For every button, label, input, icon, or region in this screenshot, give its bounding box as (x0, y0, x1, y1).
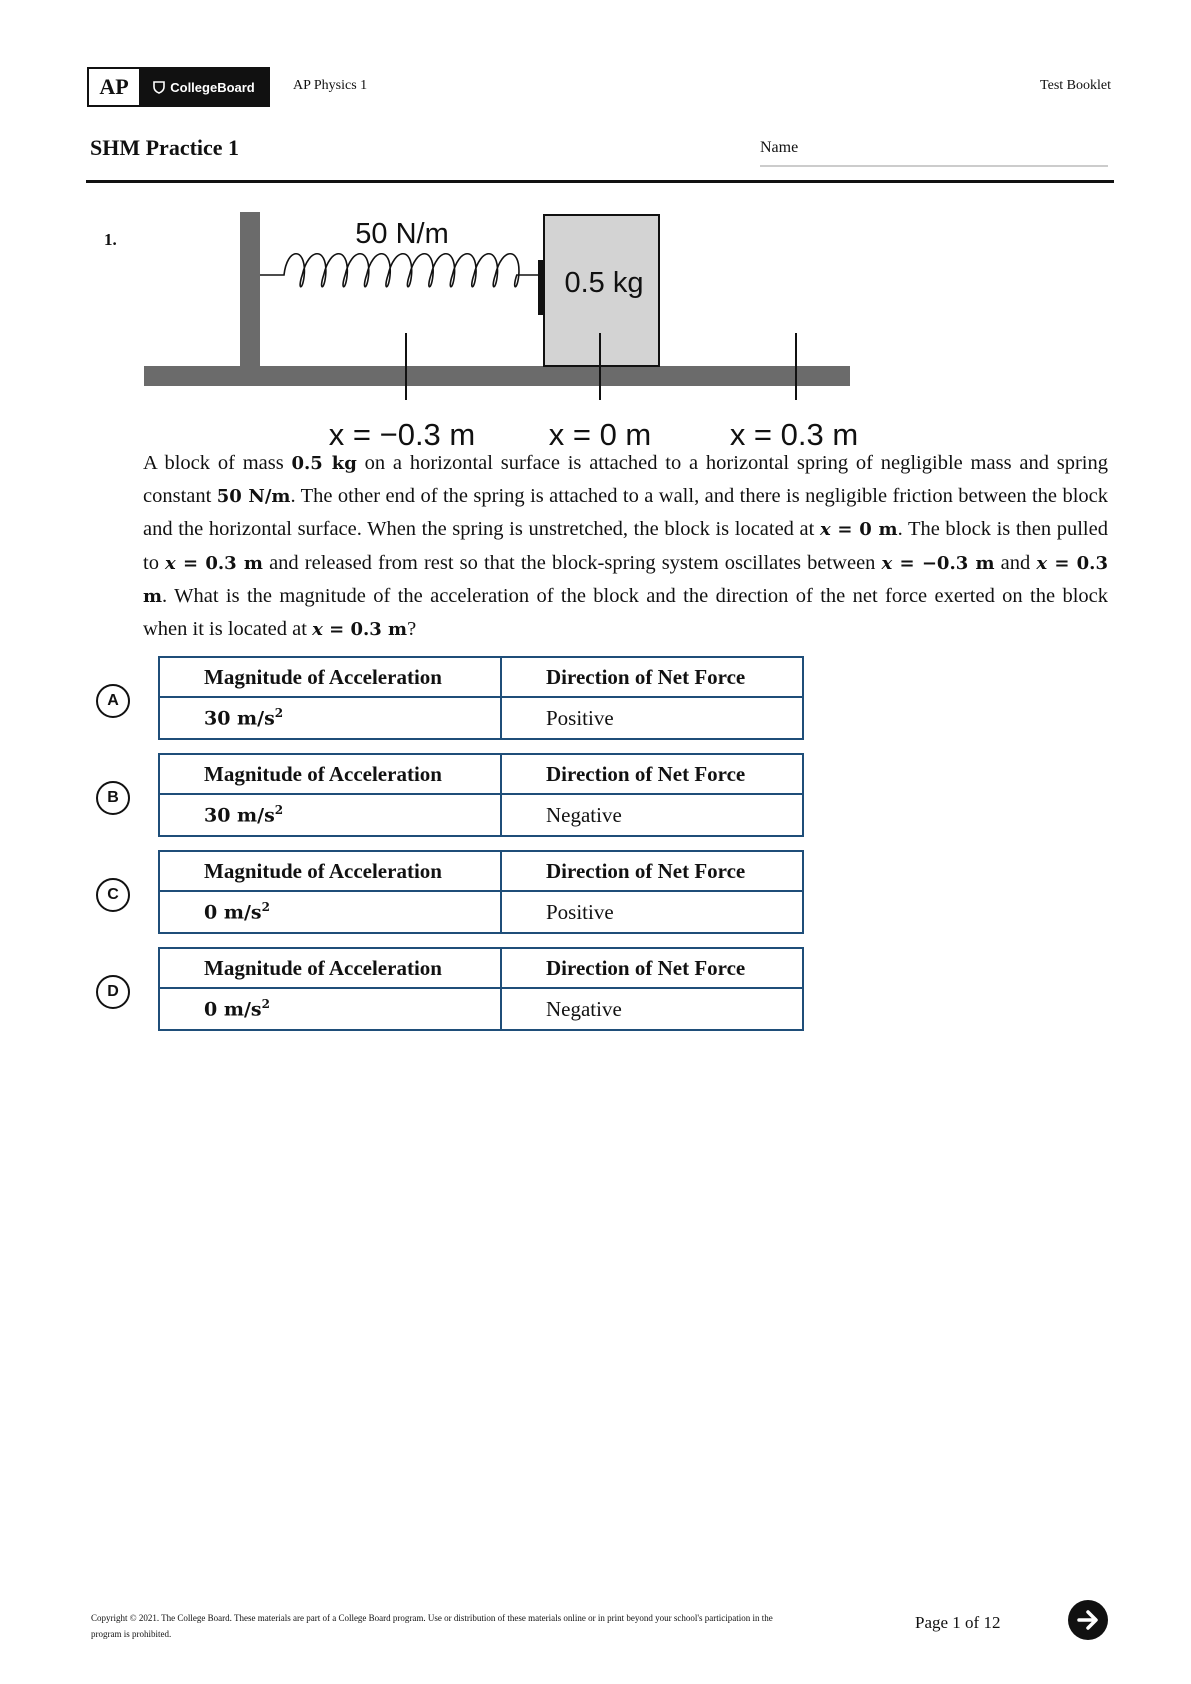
question-number: 1. (104, 230, 117, 249)
choice-bubble-c[interactable]: C (96, 878, 130, 912)
name-field-line[interactable] (760, 165, 1108, 167)
col-header-direction: Direction of Net Force (501, 754, 803, 794)
course-name: AP Physics 1 (293, 78, 368, 93)
position-label-plus: x = 0.3 m (729, 417, 859, 452)
spring (260, 254, 538, 287)
spring-constant-label: 50 N/m (355, 218, 449, 250)
position-label-zero: x = 0 m (548, 417, 652, 452)
answer-option-b[interactable] (96, 753, 806, 851)
answer-option-d[interactable] (96, 947, 806, 1045)
shield-icon (152, 80, 166, 94)
acceleration-value: 0 $m/s^2$ (159, 891, 501, 933)
copyright-notice: Copyright © 2021. The College Board. These materials are part of a College Board program. Use or distribution of these materials online or in print beyond your school's participation in the program is prohibited. (91, 1613, 773, 1639)
arrow-right-icon (1075, 1607, 1101, 1633)
option-table (158, 753, 804, 837)
mass-value: 0.5 kg (291, 453, 357, 474)
col-header-direction: Direction of Net Force (501, 657, 803, 697)
col-header-direction: Direction of Net Force (501, 851, 803, 891)
college-board-logo (139, 69, 268, 105)
direction-value: Positive (501, 891, 803, 933)
direction-value: Negative (501, 988, 803, 1030)
answer-option-a[interactable] (96, 656, 806, 754)
direction-value: Negative (501, 794, 803, 836)
college-board-logo-text: CollegeBoard (170, 79, 255, 95)
attachment-plate (538, 260, 543, 315)
choice-bubble-d[interactable]: D (96, 975, 130, 1009)
position-label-minus: x = −0.3 m (328, 417, 476, 452)
choice-bubble-a[interactable]: A (96, 684, 130, 718)
acceleration-value: 30 $m/s^2$ (159, 697, 501, 739)
acceleration-value: 0 $m/s^2$ (159, 988, 501, 1030)
col-header-acceleration: Magnitude of Acceleration (159, 851, 501, 891)
next-page-button[interactable] (1068, 1600, 1108, 1640)
wall (240, 212, 260, 370)
page-number: Page 1 of 12 (915, 1613, 1001, 1632)
option-table (158, 850, 804, 934)
direction-value: Positive (501, 697, 803, 739)
booklet-label: Test Booklet (1040, 78, 1111, 93)
spring-block-diagram (140, 205, 880, 455)
question-text: A block of mass 0.5 kg on a horizontal surface is attached to a horizontal spring of negligible mass and spring constant 50 N/m. The other end of the spring is attached to a wall, and there is negligible friction between the block and the horizontal surface. When the spring is unstretched, the block is located at x = 0 m. The block is then pulled to x = 0.3 m and released from rest so that the block-spring system oscillates between x = −0.3 m and x = 0.3 m. What is the magnitude of the acceleration of the block and the direction of the net force exerted on the block when it is located at x = 0.3 m? (143, 452, 1108, 641)
choice-bubble-b[interactable]: B (96, 781, 130, 815)
ap-college-board-logo (87, 67, 270, 107)
page-title: SHM Practice 1 (90, 135, 240, 160)
name-label: Name (760, 139, 799, 156)
col-header-acceleration: Magnitude of Acceleration (159, 657, 501, 697)
col-header-acceleration: Magnitude of Acceleration (159, 754, 501, 794)
option-table (158, 656, 804, 740)
mass-label: 0.5 kg (564, 267, 644, 299)
col-header-acceleration: Magnitude of Acceleration (159, 948, 501, 988)
header-divider (86, 180, 1114, 183)
ap-logo-text: AP (89, 69, 139, 105)
acceleration-value: 30 $m/s^2$ (159, 794, 501, 836)
answer-option-c[interactable] (96, 850, 806, 948)
option-table (158, 947, 804, 1031)
spring-constant-value: 50 N/m (216, 486, 291, 508)
col-header-direction: Direction of Net Force (501, 948, 803, 988)
